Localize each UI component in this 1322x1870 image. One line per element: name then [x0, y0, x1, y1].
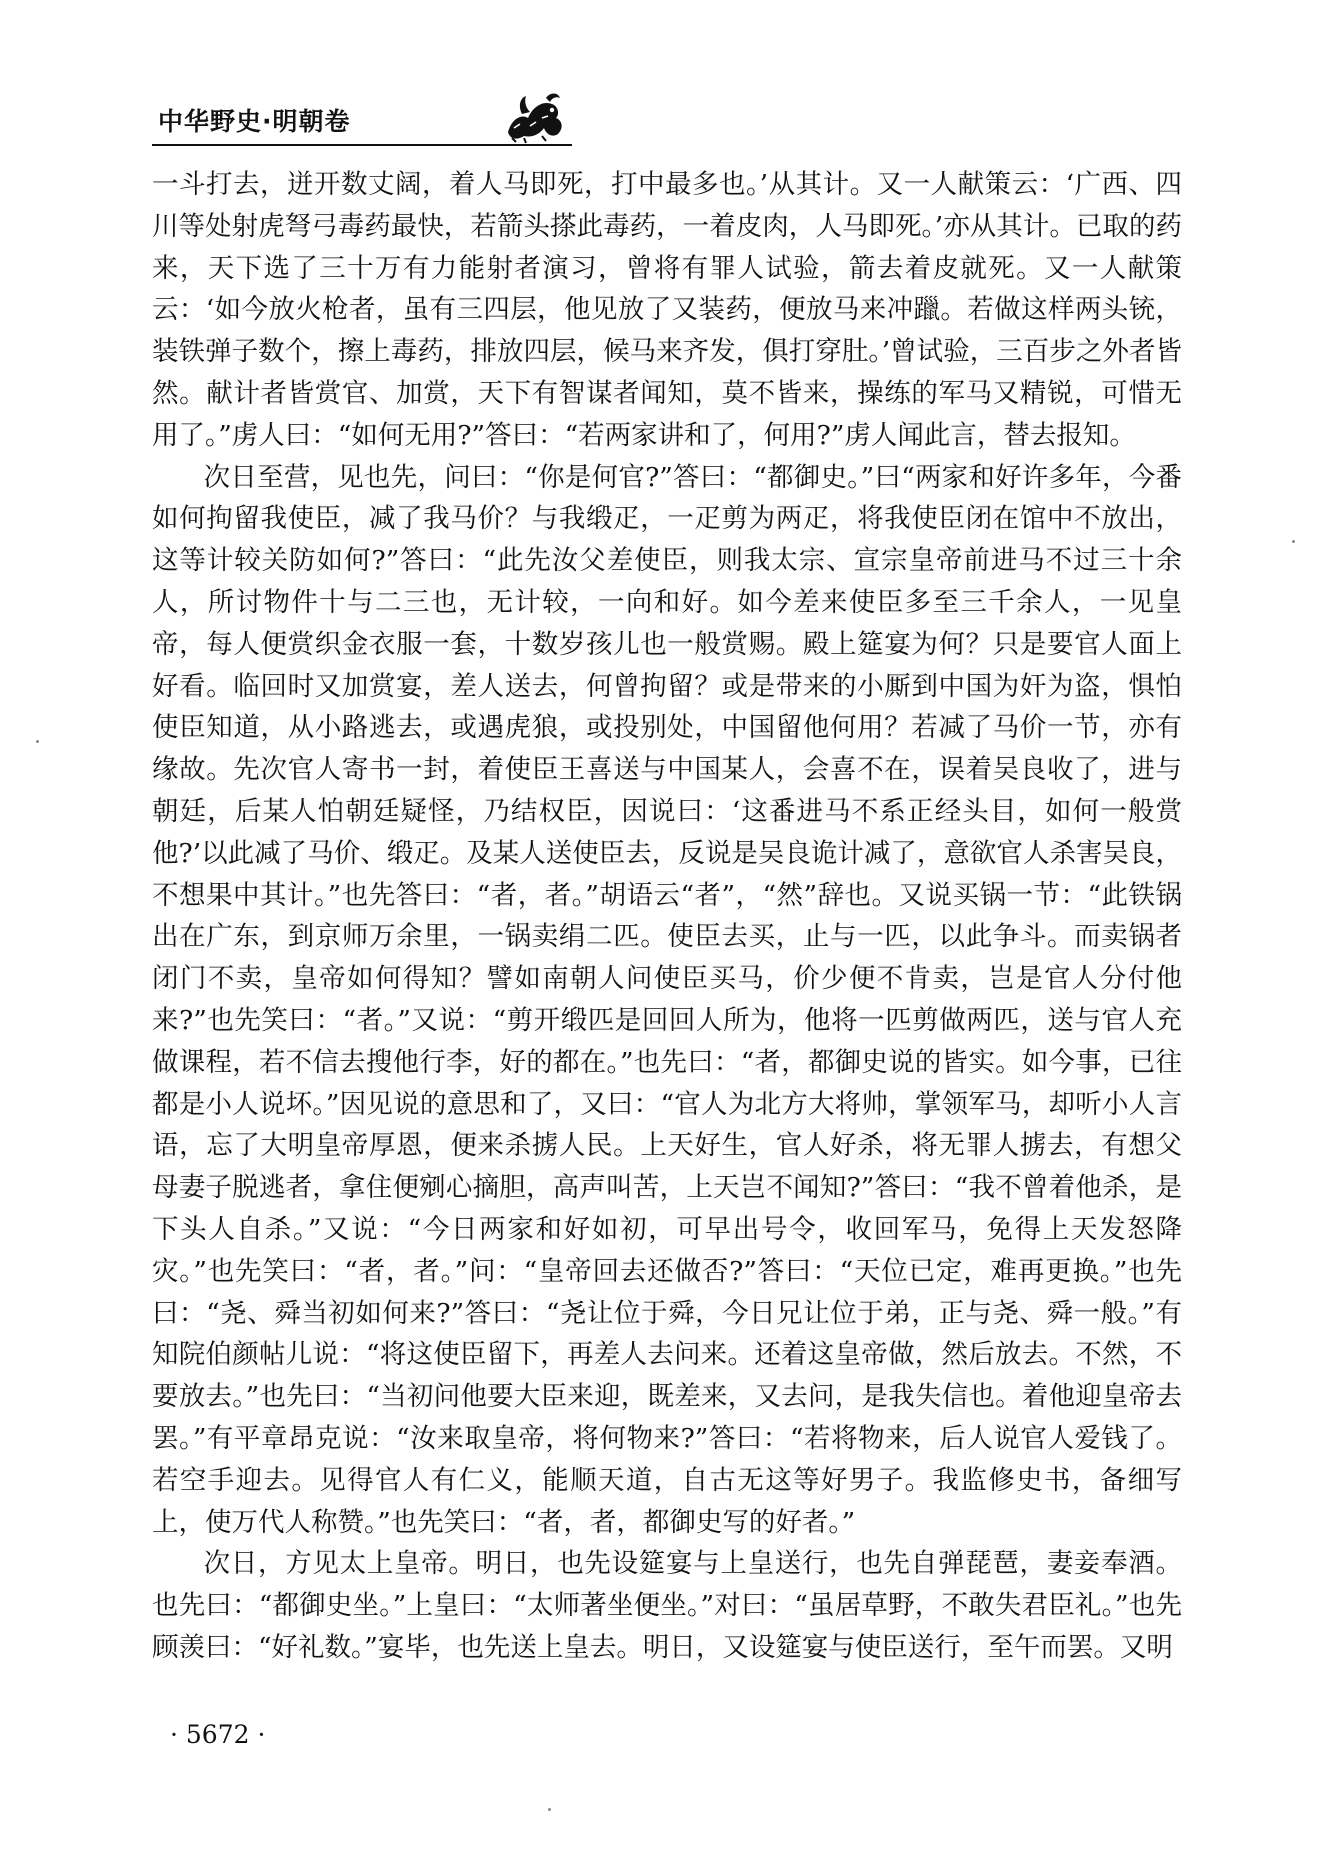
- scan-speck: [1292, 540, 1295, 543]
- scan-speck: [548, 1808, 551, 1811]
- dragon-emblem-icon: [502, 88, 566, 144]
- running-header-title: 中华野史·明朝卷: [158, 107, 351, 136]
- page-number: · 5672 ·: [170, 1720, 266, 1749]
- paragraph: 次日至营，见也先，问曰：“你是何官?”答曰：“都御史。”曰“两家和好许多年，今番如何拘留我使臣，减了我马价？与我缎疋，一疋剪为两疋，将我使臣闭在馆中不放出，这等计较关防如何?”答曰：“此先汝父差使臣，则我太宗、宣宗皇帝前进马不过三十余人，所讨物件十与二三也，无计较，一向和好。如今差来使臣多至三千余人，一见皇帝，每人便赏织金衣服一套，十数岁孩儿也一般赏赐。殿上筵宴为何？只是要官人面上好看。临回时又加赏宴，差人送去，何曾拘留？或是带来的小厮到中国为奸为盗，惧怕使臣知道，从小路逃去，或遇虎狼，或投别处，中国留他何用？若减了马价一节，亦有缘故。先次官人寄书一封，着使臣王喜送与中国某人，会喜不在，误着吴良收了，进与朝廷，后某人怕朝廷疑怪，乃结权臣，因说曰：‘这番进马不系正经头目，如何一般赏他?’以此减了马价、缎疋。及某人送使臣去，反说是吴良诡计减了，意欲官人杀害吴良，不想果中其计。”也先答曰：“者，者。”胡语云“者”，“然”辞也。又说买锅一节：“此铁锅出在广东，到京师万余里，一锅卖绢二匹。使臣去买，止与一匹，以此争斗。而卖锅者闭门不卖，皇帝如何得知？譬如南朝人问使臣买马，价少便不肯卖，岂是官人分付他来?”也先笑曰：“者。”又说：“剪开缎匹是回回人所为，他将一匹剪做两匹，送与官人充做课程，若不信去搜他行李，好的都在。”也先曰：“者，都御史说的皆实。如今事，已往都是小人说坏。”因见说的意思和了，又曰：“官人为北方大将帅，掌领军马，却听小人言语，忘了大明皇帝厚恩，便来杀掳人民。上天好生，官人好杀，将无罪人掳去，有想父母妻子脱逃者，拿住便剜心摘胆，高声叫苦，上天岂不闻知?”答曰：“我不曾着他杀，是下头人自杀。”又说：“今日两家和好如初，可早出号令，收回军马，免得上天发怒降灾。”也先笑曰：“者，者。”问：“皇帝回去还做否?”答曰：“天位已定，难再更换。”也先曰：“尧、舜当初如何来?”答曰：“尧让位于舜，今日兄让位于弟，正与尧、舜一般。”有知院伯颜帖儿说：“将这使臣留下，再差人去问来。还着这皇帝做，然后放去。不然，不要放去。”也先曰：“当初问他要大臣来迎，既差来，又去问，是我失信也。着他迎皇帝去罢。”有平章昂克说：“汝来取皇帝，将何物来?”答曰：“若将物来，后人说官人爱钱了。若空手迎去。见得官人有仁义，能顺天道，自古无这等好男子。我监修史书，备细写上，使万代人称赞。”也先笑曰：“者，者，都御史写的好者。”: [152, 461, 1182, 1538]
- paragraph: 次日，方见太上皇帝。明日，也先设筵宴与上皇送行，也先自弹琵琶，妻妾奉酒。也先曰：“都御史坐。”上皇曰：“太师著坐便坐。”对曰：“虽居草野，不敢失君臣礼。”也先顾羡曰：“好礼数。”宴毕，也先送上皇去。明日，又设筵宴与使臣送行，至午而罢。又明: [152, 1548, 1182, 1663]
- paragraph: 一斗打去，迸开数丈阔，着人马即死，打中最多也。’从其计。又一人献策云：‘广西、四川等处射虎弩弓毒药最快，若箭头搽此毒药，一着皮肉，人马即死。’亦从其计。已取的药来，天下选了三十万有力能射者演习，曾将有罪人试验，箭去着皮就死。又一人献策云：‘如今放火枪者，虽有三四层，他见放了又装药，便放马来冲躐。若做这样两头铳，装铁弹子数个，擦上毒药，排放四层，候马来齐发，俱打穿肚。’曾试验，三百步之外者皆然。献计者皆赏官、加赏，天下有智谋者闻知，莫不皆来，操练的军马又精锐，可惜无用了。”虏人曰：“如何无用?”答曰：“若两家讲和了，何用?”虏人闻此言，替去报知。: [152, 169, 1182, 451]
- running-header: [152, 92, 572, 148]
- body-text: [152, 164, 1182, 1669]
- header-rule: [152, 144, 572, 146]
- scan-speck: [36, 740, 39, 743]
